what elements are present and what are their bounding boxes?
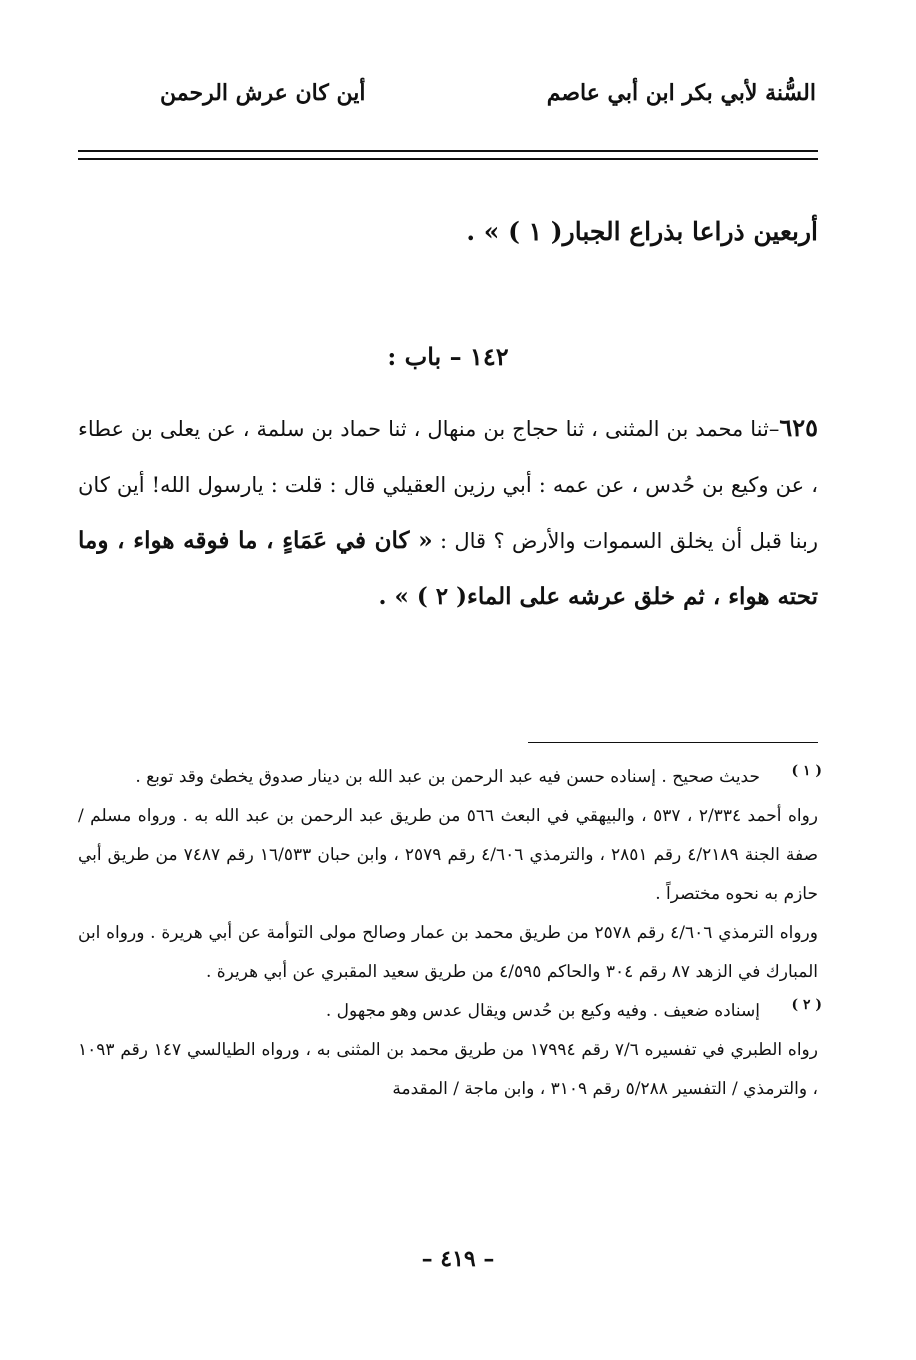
footnote-paragraph: رواه الطبري في تفسيره ٧/٦ رقم ١٧٩٩٤ من طريق محمد بن المثنى به ، ورواه الطيالسي ١٤٧ رقم ١٠٩٣ ، والترمذي / التفسير ٥/٢٨٨ رقم ٣١٠٩ ، وابن ماجة / المقدمة — [78, 1040, 818, 1099]
hadith-matn: « كان في عَمَاءٍ ، ما فوقه هواء ، وما تحته هواء ، ثم خلق عرشه على الماء( ٢ ) » . — [78, 527, 818, 610]
footnote-1 — [78, 758, 822, 992]
hadith-chain: –ثنا محمد بن المثنى ، ثنا حجاج بن منهال ، ثنا حماد بن سلمة ، عن يعلى بن عطاء ، عن وكيع بن حُدس ، عن عمه : أبي رزين العقيلي قال : قلت : يارسول الله! أين كان ربنا قبل أن يخلق السموات والأرض ؟ قال : — [78, 417, 818, 553]
book-title: السُّنة لأبي بكر ابن أبي عاصم — [546, 80, 816, 106]
footnote-separator — [528, 742, 818, 743]
page-number: – ٤١٩ – — [421, 1246, 495, 1272]
chapter-heading: ١٤٢ – باب : — [387, 342, 509, 371]
header-rule-top — [78, 150, 818, 152]
footnote-marker: ( ١ ) — [791, 763, 822, 779]
opening-line: أربعين ذراعا بذراع الجبار( ١ ) » . — [466, 217, 818, 246]
page-header — [160, 80, 816, 120]
footnote-2 — [78, 992, 822, 1109]
footnote-paragraph: إسناده ضعيف . وفيه وكيع بن حُدس ويقال عدس وهو مجهول . — [325, 1001, 760, 1021]
footnote-marker: ( ٢ ) — [791, 997, 822, 1013]
section-title: أين كان عرش الرحمن — [160, 80, 366, 106]
footnote-paragraph: ورواه الترمذي ٤/٦٠٦ رقم ٢٥٧٨ من طريق محمد بن عمار وصالح مولى التوأمة عن أبي هريرة . ورواه ابن المبارك في الزهد ٨٧ رقم ٣٠٤ والحاكم ٤/٥٩٥ من طريق سعيد المقبري عن أبي هريرة . — [78, 923, 818, 982]
hadith-block — [78, 400, 818, 625]
hadith-number: ٦٢٥ — [779, 413, 818, 442]
footnotes — [78, 758, 822, 1109]
footnote-paragraph: حديث صحيح . إسناده حسن فيه عبد الرحمن بن عبد الله بن دينار صدوق يخطئ وقد توبع . — [135, 767, 760, 787]
header-rule-bottom — [78, 158, 818, 160]
footnote-paragraph: رواه أحمد ٢/٣٣٤ ، ٥٣٧ ، والبيهقي في البعث ٥٦٦ من طريق عبد الرحمن بن عبد الله به . ورواه مسلم / صفة الجنة ٤/٢١٨٩ رقم ٢٨٥١ ، والترمذي ٤/٦٠٦ رقم ٢٥٧٩ ، وابن حبان ١٦/٥٣٣ رقم ٧٤٨٧ من طريق أبي حازم به نحوه مختصراً . — [78, 806, 819, 904]
